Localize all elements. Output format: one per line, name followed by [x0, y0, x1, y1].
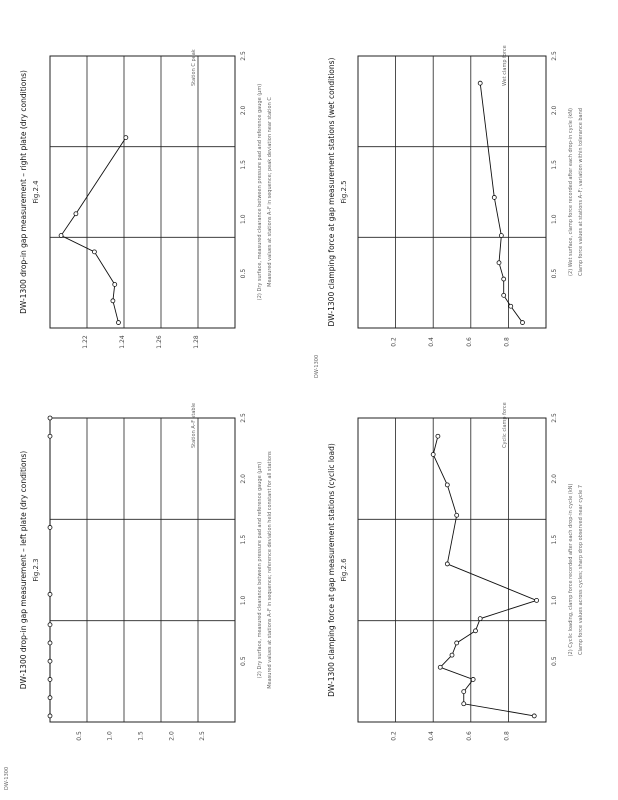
- data-point: [124, 136, 128, 140]
- data-point: [48, 641, 52, 645]
- data-point: [535, 598, 539, 602]
- caption-line-2: Clamp force values across cycles; sharp drop observed near cycle 7: [578, 484, 584, 656]
- chart-panel-3: [327, 45, 584, 346]
- data-point: [502, 293, 506, 297]
- data-point: [521, 321, 525, 325]
- chart-subtitle: Fig.2.4: [32, 180, 40, 204]
- y-tick-label: 0.2: [390, 337, 398, 347]
- data-point: [48, 677, 52, 681]
- x-tick-label: 2.0: [551, 474, 558, 484]
- data-point: [497, 261, 501, 265]
- chart-panel-1: [19, 403, 273, 741]
- data-point: [74, 212, 78, 216]
- y-tick-label: 0.5: [75, 731, 83, 741]
- y-tick-label: 1.26: [156, 335, 163, 349]
- legend-note: Station A–F stable: [191, 402, 197, 448]
- x-tick-label: 1.5: [551, 160, 558, 170]
- x-tick-label: 0.5: [551, 268, 558, 279]
- caption-line-1: (2) Dry surface, measured clearance between pressure pad and reference gauge (μm): [257, 83, 263, 301]
- data-point: [113, 282, 117, 286]
- chart-panel-4: [327, 402, 584, 741]
- x-tick-label: 0.5: [240, 656, 247, 666]
- x-tick-label: 0.5: [551, 656, 558, 666]
- caption-line-1: (2) Wet surface, clamp force recorded after each drop-in cycle (kN): [568, 108, 574, 276]
- data-point: [474, 629, 478, 633]
- series-line: [433, 436, 536, 716]
- x-tick-label: 2.5: [551, 413, 558, 423]
- data-point: [48, 525, 52, 529]
- y-tick-label: 1.28: [193, 335, 200, 349]
- data-point: [48, 696, 52, 700]
- data-point: [499, 234, 503, 238]
- y-tick-label: 1.0: [106, 731, 114, 741]
- data-point: [509, 304, 513, 308]
- y-tick-label: 1.22: [82, 335, 89, 349]
- plot-frame: [358, 418, 546, 722]
- legend-note: Cyclic clamp force: [502, 402, 508, 448]
- y-tick-label: 0.4: [428, 337, 436, 347]
- chart-group: [19, 45, 584, 740]
- data-point: [462, 690, 466, 694]
- caption-line-2: Clamp force values at stations A–F; variation within tolerance band: [578, 108, 584, 276]
- x-tick-label: 1.5: [551, 534, 558, 545]
- data-point: [438, 665, 442, 669]
- data-point: [471, 677, 475, 681]
- data-point: [455, 641, 459, 645]
- footer-left: DW-1300: [4, 766, 10, 790]
- y-tick-label: 1.24: [119, 335, 126, 349]
- caption-line-2: Measured values at stations A–F in sequence; peak deviation near station C: [267, 97, 273, 287]
- data-point: [48, 659, 52, 663]
- chart-title: DW-1300 clamping force at gap measurement stations (wet conditions): [327, 57, 336, 327]
- data-point: [48, 416, 52, 420]
- data-point: [478, 617, 482, 621]
- y-tick-label: 0.2: [390, 731, 398, 741]
- y-tick-label: 0.8: [503, 337, 511, 347]
- data-point: [92, 250, 96, 254]
- x-tick-label: 2.0: [240, 474, 247, 484]
- data-point: [111, 299, 115, 303]
- x-tick-label: 1.0: [551, 595, 558, 606]
- data-point: [478, 81, 482, 85]
- chart-subtitle: Fig.2.5: [340, 180, 348, 204]
- caption-line-1: (2) Cyclic loading, clamp force recorded after each drop-in cycle (kN): [568, 483, 574, 657]
- data-point: [436, 434, 440, 438]
- plot-frame: [50, 418, 235, 722]
- footer-right: DW-1300: [314, 354, 320, 378]
- x-tick-label: 1.0: [551, 214, 558, 224]
- y-tick-label: 2.5: [199, 731, 207, 741]
- x-tick-label: 2.5: [240, 51, 247, 61]
- data-point: [431, 452, 435, 456]
- series-line: [61, 138, 126, 323]
- chart-subtitle: Fig.2.6: [340, 558, 348, 582]
- legend-note: Station C peak: [191, 49, 197, 86]
- data-point: [532, 714, 536, 718]
- x-tick-label: 2.0: [551, 105, 558, 116]
- chart-panel-2: [19, 49, 273, 348]
- x-tick-label: 2.5: [240, 413, 247, 423]
- data-point: [450, 653, 454, 657]
- x-tick-label: 1.5: [240, 160, 247, 170]
- plot-frame: [358, 56, 546, 328]
- data-point: [48, 592, 52, 596]
- plot-frame: [50, 56, 235, 328]
- data-point: [462, 702, 466, 706]
- y-tick-label: 0.6: [465, 337, 473, 347]
- data-point: [116, 321, 120, 325]
- y-tick-label: 0.4: [428, 731, 436, 741]
- data-point: [455, 513, 459, 517]
- x-tick-label: 1.5: [240, 534, 247, 545]
- chart-subtitle: Fig.2.3: [32, 558, 40, 582]
- y-tick-label: 0.6: [465, 731, 473, 741]
- data-point: [48, 714, 52, 718]
- x-tick-label: 2.0: [240, 105, 247, 116]
- x-tick-label: 1.0: [240, 595, 247, 606]
- y-tick-label: 0.8: [503, 731, 511, 741]
- chart-title: DW-1300 clamping force at gap measurement stations (cyclic load): [327, 443, 336, 697]
- caption-line-2: Measured values at stations A–F in sequence; reference deviation held constant for all stations: [267, 451, 273, 689]
- data-point: [48, 623, 52, 627]
- data-point: [492, 195, 496, 199]
- data-point: [502, 277, 506, 281]
- x-tick-label: 1.0: [240, 214, 247, 224]
- y-tick-label: 2.0: [168, 731, 176, 741]
- legend-note: Wet clamp force: [502, 45, 508, 86]
- chart-title: DW-1300 drop-in gap measurement – left plate (dry conditions): [19, 450, 28, 690]
- x-tick-label: 2.5: [551, 51, 558, 61]
- data-point: [445, 562, 449, 566]
- x-tick-label: 0.5: [240, 268, 247, 279]
- y-tick-label: 1.5: [137, 731, 145, 741]
- data-point: [59, 234, 63, 238]
- data-point: [445, 483, 449, 487]
- caption-line-1: (2) Dry surface, measured clearance between pressure pad and reference gauge (μm): [257, 461, 263, 679]
- chart-title: DW-1300 drop-in gap measurement – right plate (dry conditions): [19, 70, 28, 314]
- data-point: [48, 434, 52, 438]
- series-line: [480, 83, 522, 322]
